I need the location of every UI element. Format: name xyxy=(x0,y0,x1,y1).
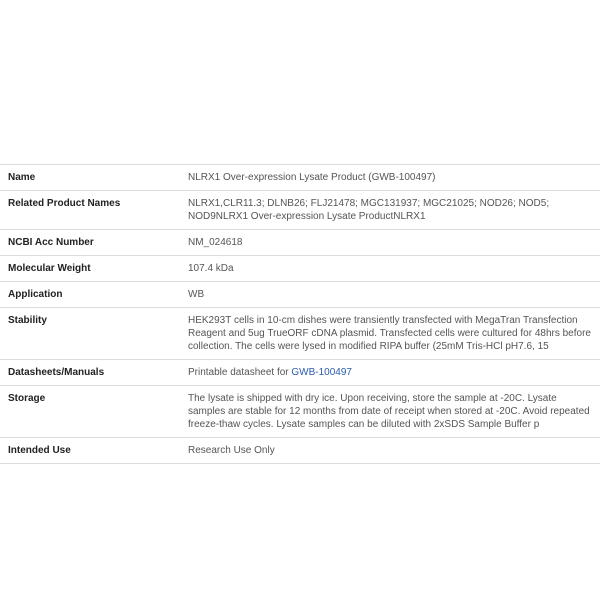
datasheet-link[interactable]: GWB-100497 xyxy=(291,367,352,378)
row-molecular-weight xyxy=(0,256,600,282)
row-label: Datasheets/Manuals xyxy=(8,367,105,378)
row-value: HEK293T cells in 10-cm dishes were transiently transfected with MegaTran Transfection Reagent and 5ug TrueORF cDNA plasmid. Transfected cells were cultured for 48hrs before collection. The cells were lysed in modified RIPA buffer (25mM Tris-HCl pH7.6, 15 xyxy=(188,315,591,352)
row-label: Application xyxy=(8,289,63,300)
row-stability xyxy=(0,308,600,360)
row-label: Intended Use xyxy=(8,445,71,456)
row-value xyxy=(180,360,600,386)
row-value: NLRX1,CLR11.3; DLNB26; FLJ21478; MGC131937; MGC21025; NOD26; NOD5; NOD9NLRX1 Over-expression Lysate ProductNLRX1 xyxy=(188,198,550,222)
row-value: WB xyxy=(188,289,205,300)
row-label: Name xyxy=(8,172,36,183)
row-name xyxy=(0,165,600,191)
row-label: Molecular Weight xyxy=(8,263,91,274)
row-value: NLRX1 Over-expression Lysate Product (GWB-100497) xyxy=(188,172,436,183)
row-datasheets-manuals xyxy=(0,360,600,386)
row-storage xyxy=(0,386,600,438)
row-intended-use xyxy=(0,438,600,464)
row-ncbi-acc-number xyxy=(0,230,600,256)
product-spec-table xyxy=(0,164,600,464)
row-application xyxy=(0,282,600,308)
row-label: Stability xyxy=(8,315,47,326)
row-related-product-names xyxy=(0,191,600,230)
row-value: The lysate is shipped with dry ice. Upon receiving, store the sample at -20C. Lysate samples are stable for 12 months from date of receipt when stored at -20C. Avoid repeated freeze-thaw cycles. Lysate samples can be diluted with 2xSDS Sample Buffer p xyxy=(188,393,590,430)
row-label: Related Product Names xyxy=(8,198,121,209)
row-value: Research Use Only xyxy=(188,445,275,456)
row-label: Storage xyxy=(8,393,46,404)
row-label: NCBI Acc Number xyxy=(8,237,94,248)
row-value: 107.4 kDa xyxy=(188,263,234,274)
datasheet-prefix: Printable datasheet for xyxy=(188,367,292,378)
row-value: NM_024618 xyxy=(188,237,243,248)
